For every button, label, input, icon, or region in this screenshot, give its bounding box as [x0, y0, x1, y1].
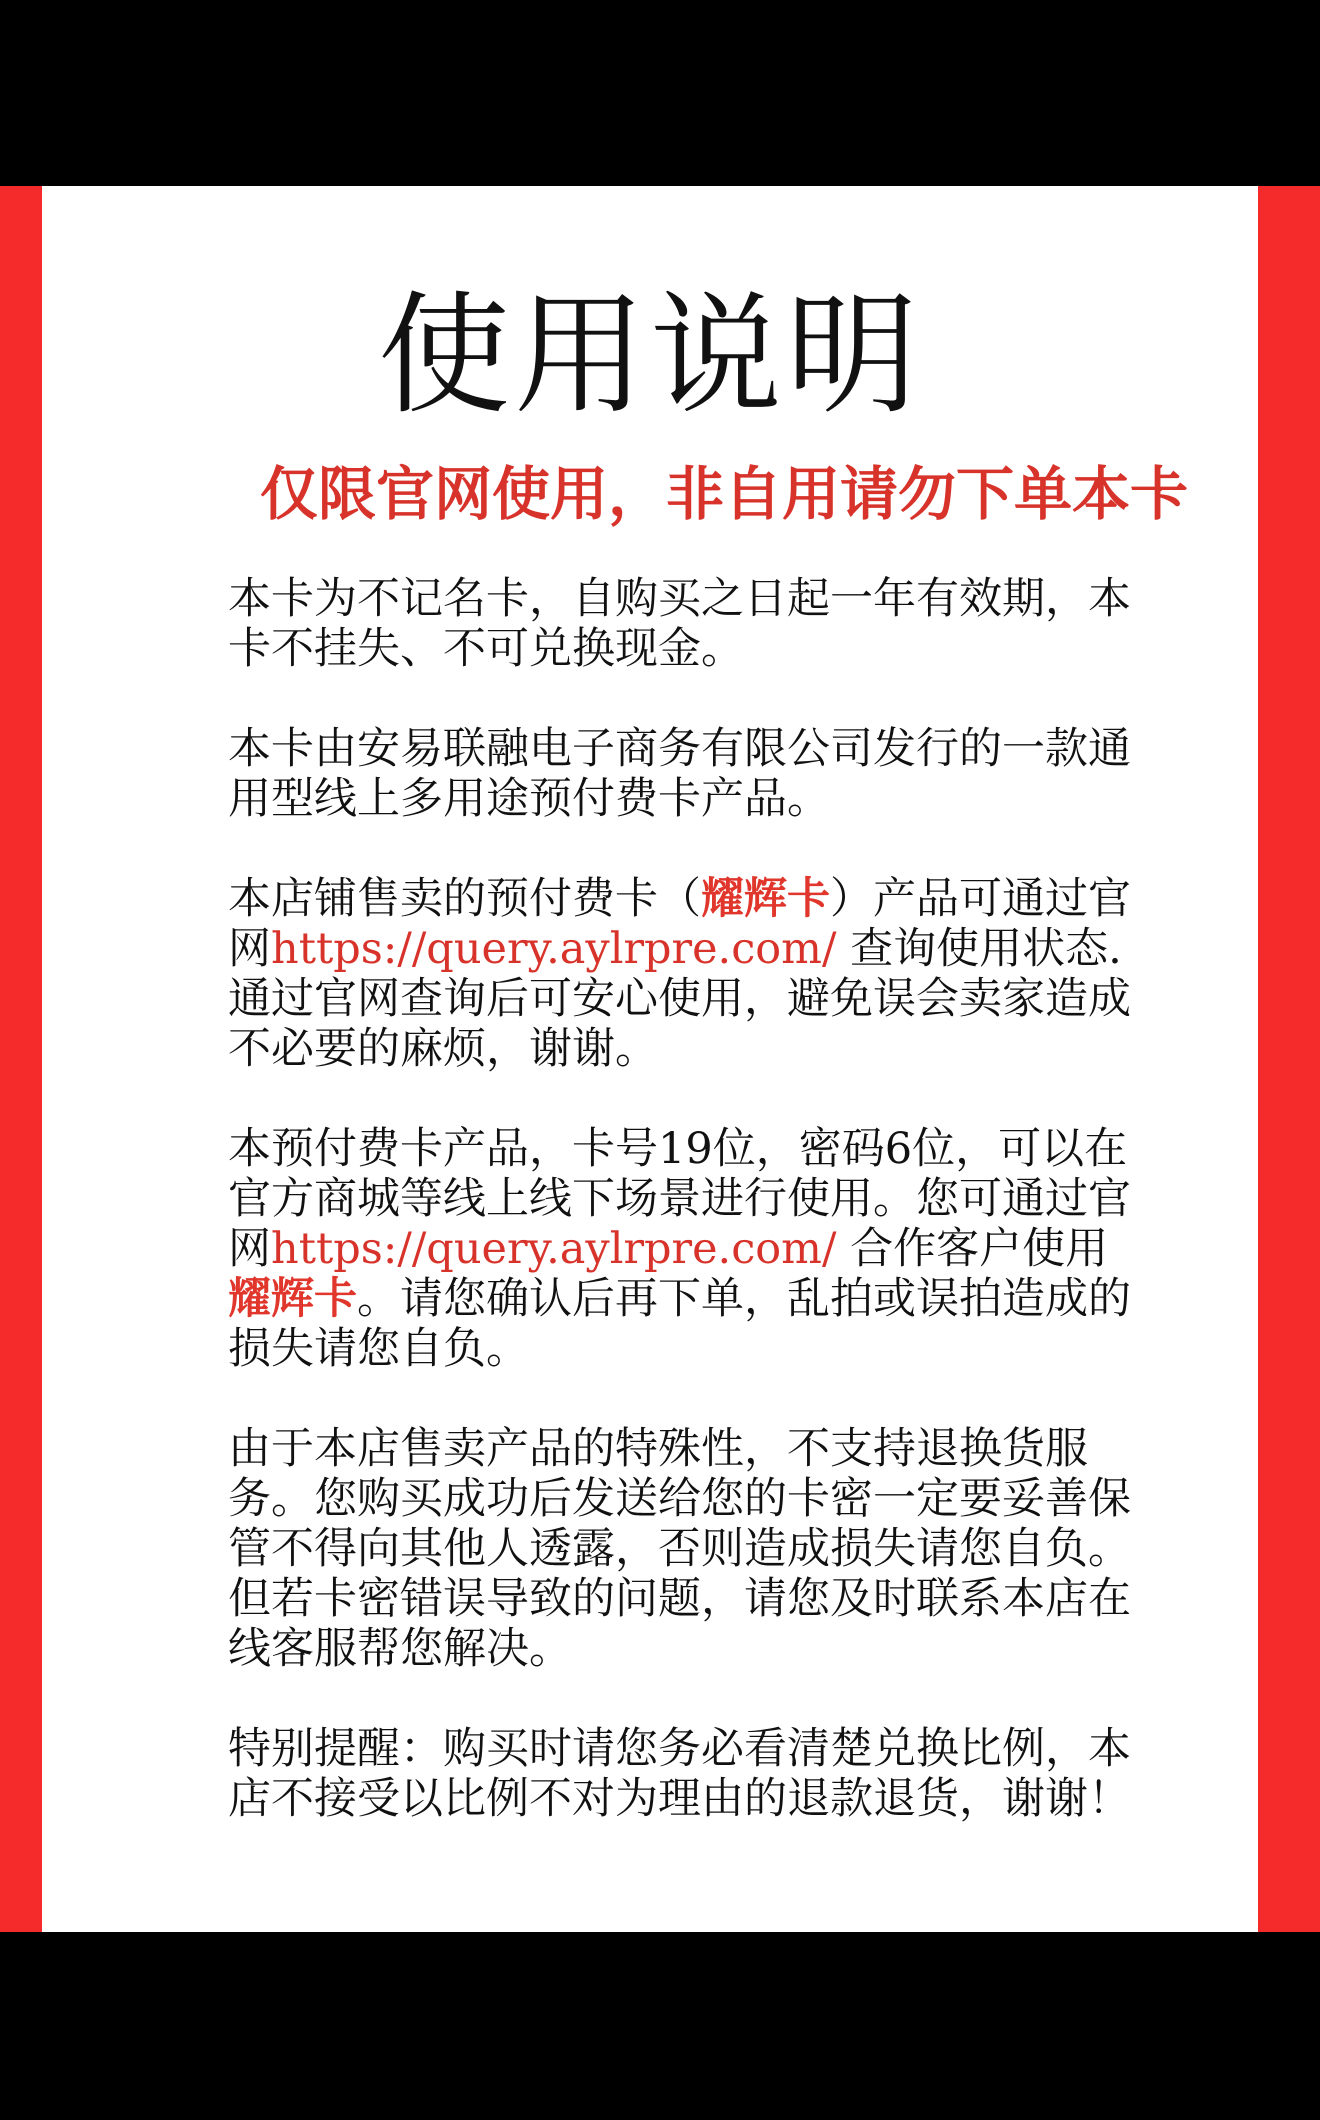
paragraph-validity: 本卡为不记名卡，自购买之日起一年有效期，本卡不挂失、不可兑换现金。	[228, 574, 1131, 674]
brand-name: 耀辉卡	[701, 874, 830, 924]
paragraph-special-reminder: 特别提醒：购买时请您务必看清楚兑换比例，本店不接受以比例不对为理由的退款退货，谢谢！	[228, 1724, 1131, 1824]
paragraph-issuer: 本卡由安易联融电子商务有限公司发行的一款通用型线上多用途预付费卡产品。	[228, 724, 1131, 824]
instruction-sheet	[42, 186, 1258, 1932]
paragraph-card-text-3: 。请您确认后再下单，乱拍或误拍造成的损失请您自负。	[228, 1274, 1131, 1374]
paragraph-query-text-3: 查询使用状态.通过官网查询后可安心使用，避免误会卖家造成不必要的麻烦，谢谢。	[228, 924, 1131, 1074]
paragraph-no-returns: 由于本店售卖产品的特殊性，不支持退换货服务。您购买成功后发送给您的卡密一定要妥善保管不得向其他人透露，否则造成损失请您自负。但若卡密错误导致的问题，请您及时联系本店在线客服帮您解决。	[228, 1424, 1131, 1674]
paragraph-query-text-1: 本店铺售卖的预付费卡（	[228, 874, 701, 924]
page-title: 使用说明	[378, 279, 922, 433]
paragraph-card-text-1: 本预付费卡产品，卡号19位，密码6位，可以在官方商城等线上线下场景进行使用。您可通过官网	[228, 1124, 1131, 1274]
paragraph-card-details	[228, 1124, 1148, 1374]
brand-name-2: 耀辉卡	[228, 1274, 357, 1324]
paragraph-query	[228, 874, 1148, 1074]
paragraph-query-text-2: ）产品可通过官网	[228, 874, 1131, 974]
letterbox-bottom	[0, 1932, 1320, 2120]
paragraph-card-text-2: 合作客户使用	[836, 1224, 1109, 1274]
official-site-link-2[interactable]: https://query.aylrpre.com/	[271, 1224, 837, 1274]
official-site-link[interactable]: https://query.aylrpre.com/	[271, 924, 837, 974]
instruction-body	[228, 574, 1148, 1824]
letterbox-top	[0, 0, 1320, 186]
warning-subtitle: 仅限官网使用，非自用请勿下单本卡	[260, 460, 1189, 528]
red-frame	[0, 186, 1320, 1932]
